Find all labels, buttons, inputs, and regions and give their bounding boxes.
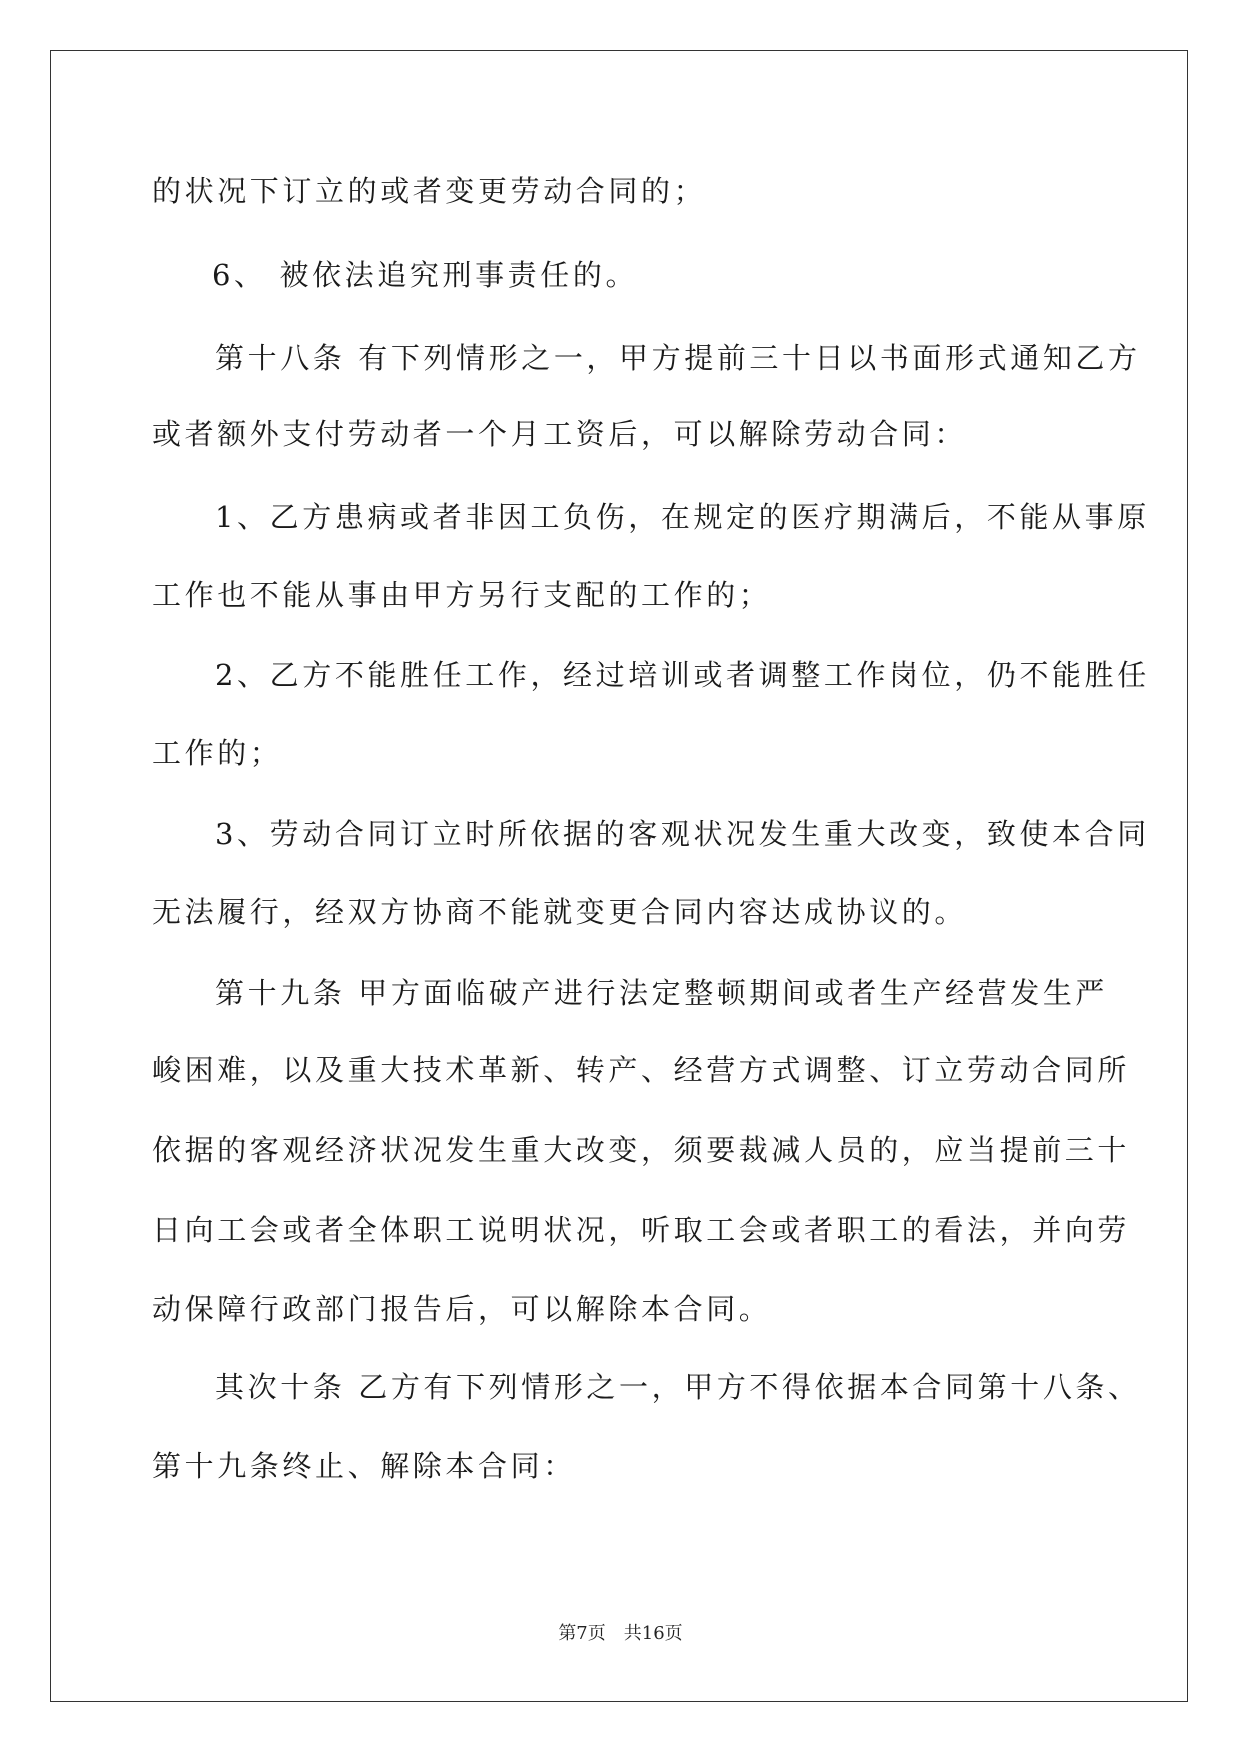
- text-line: 依据的客观经济状况发生重大改变，须要裁减人员的，应当提前三十: [152, 1133, 1131, 1167]
- text-line: 6、 被依法追究刑事责任的。: [212, 258, 639, 292]
- text-line: 第十九条 甲方面临破产进行法定整顿期间或者生产经营发生严: [215, 976, 1109, 1010]
- text-line: 或者额外支付劳动者一个月工资后，可以解除劳动合同：: [152, 417, 968, 451]
- text-line: 动保障行政部门报告后，可以解除本合同。: [152, 1292, 772, 1326]
- text-line: 其次十条 乙方有下列情形之一，甲方不得依据本合同第十八条、: [215, 1370, 1141, 1404]
- text-line: 工作的；: [152, 736, 283, 770]
- text-line: 日向工会或者全体职工说明状况，听取工会或者职工的看法，并向劳: [152, 1213, 1131, 1247]
- text-line: 3、劳动合同订立时所依据的客观状况发生重大改变，致使本合同: [215, 817, 1150, 851]
- text-line: 工作也不能从事由甲方另行支配的工作的；: [152, 578, 772, 612]
- text-line: 的状况下订立的或者变更劳动合同的；: [152, 174, 707, 208]
- page-footer: [0, 1622, 1241, 1646]
- page-total: 共16页: [623, 1623, 683, 1644]
- text-line: 2、乙方不能胜任工作，经过培训或者调整工作岗位，仍不能胜任: [215, 658, 1150, 692]
- text-line: 无法履行，经双方协商不能就变更合同内容达成协议的。: [152, 895, 968, 929]
- text-line: 峻困难，以及重大技术革新、转产、经营方式调整、订立劳动合同所: [152, 1053, 1131, 1087]
- text-line: 1、乙方患病或者非因工负伤，在规定的医疗期满后，不能从事原: [215, 500, 1150, 534]
- page-number: 第7页: [558, 1623, 606, 1644]
- text-line: 第十九条终止、解除本合同：: [152, 1449, 576, 1483]
- text-line: 第十八条 有下列情形之一，甲方提前三十日以书面形式通知乙方: [215, 341, 1141, 375]
